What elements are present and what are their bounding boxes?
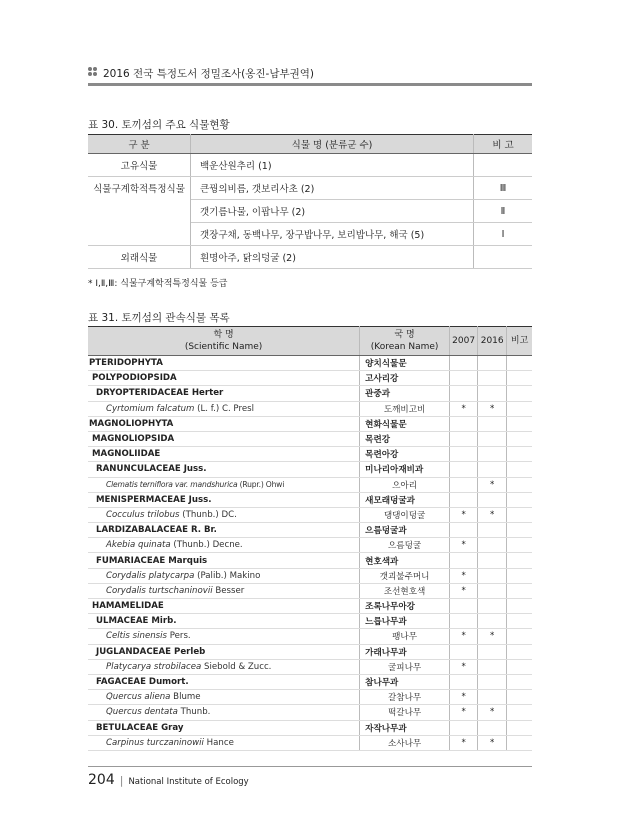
table-row <box>88 629 532 644</box>
table-row <box>88 401 532 416</box>
species-author: Blume <box>170 692 201 703</box>
mark-2016-cell <box>478 523 507 538</box>
header-title: 2016 전국 특정도서 정밀조사(옹진-남부권역) <box>103 68 315 80</box>
table-cell: 갯장구채, 동백나무, 장구밥나무, 보리밥나무, 해국 (5) <box>191 223 474 246</box>
mark-2016-cell <box>478 371 507 386</box>
note-cell <box>507 644 532 659</box>
table31-header-row <box>88 327 532 356</box>
table-row <box>88 416 532 431</box>
scientific-name-cell: LARDIZABALACEAE R. Br. <box>88 523 360 538</box>
species-author: (Thunb.) Decne. <box>170 540 243 551</box>
mark-2007-cell <box>450 371 478 386</box>
table-cell <box>88 200 191 223</box>
note-cell <box>507 599 532 614</box>
running-header <box>88 66 532 80</box>
scientific-name-cell <box>88 401 360 416</box>
korean-name-cell: 굴피나무 <box>360 659 450 674</box>
mark-2016-cell <box>478 416 507 431</box>
species-epithet: Cyrtomium falcatum <box>106 403 195 414</box>
species-epithet: Akebia quinata <box>106 540 171 551</box>
mark-2007-cell: * <box>450 705 478 720</box>
mark-2007-cell <box>450 644 478 659</box>
mark-2016-cell <box>478 720 507 735</box>
species-epithet: Carpinus turczaninowii <box>106 737 204 748</box>
note-cell <box>507 629 532 644</box>
table-row <box>88 371 532 386</box>
table-row <box>88 568 532 583</box>
species-epithet: Corydalis turtschaninovii <box>106 585 213 596</box>
note-cell <box>507 356 532 371</box>
mark-2007-cell: * <box>450 401 478 416</box>
korean-name-cell: 조선현호색 <box>360 583 450 598</box>
korean-name-cell: 으아리 <box>360 477 450 492</box>
mark-2016-cell <box>478 538 507 553</box>
mark-2016-cell <box>478 431 507 446</box>
table30-header-row <box>88 135 532 154</box>
table-cell: Ⅲ <box>474 177 533 200</box>
col-label: 학 명 <box>213 330 234 340</box>
table31-col-note: 비고 <box>507 327 532 356</box>
korean-name-cell: 조록나무아강 <box>360 599 450 614</box>
mark-2016-cell <box>478 386 507 401</box>
korean-name-cell: 양치식물문 <box>360 356 450 371</box>
col-sublabel: (Scientific Name) <box>184 342 263 352</box>
species-author: Hance <box>203 737 234 748</box>
table-cell: 백운산원추리 (1) <box>191 154 474 177</box>
mark-2007-cell: * <box>450 735 478 750</box>
table-row <box>88 246 532 269</box>
mark-2007-cell <box>450 356 478 371</box>
mark-2007-cell <box>450 674 478 689</box>
table31-col-scientific <box>88 327 360 356</box>
note-cell <box>507 690 532 705</box>
mark-2007-cell <box>450 477 478 492</box>
mark-2016-cell <box>478 659 507 674</box>
table-row <box>88 492 532 507</box>
table-row <box>88 735 532 750</box>
table30-col-category: 구 분 <box>88 135 191 154</box>
scientific-name-cell: MENISPERMACEAE Juss. <box>88 492 360 507</box>
table-row <box>88 705 532 720</box>
mark-2016-cell <box>478 644 507 659</box>
page-footer <box>88 772 249 788</box>
mark-2016-cell: * <box>478 477 507 492</box>
scientific-name-cell: BETULACEAE Gray <box>88 720 360 735</box>
mark-2007-cell: * <box>450 690 478 705</box>
table-row <box>88 644 532 659</box>
note-cell <box>507 659 532 674</box>
mark-2016-cell: * <box>478 629 507 644</box>
mark-2007-cell: * <box>450 568 478 583</box>
species-author: (L. f.) C. Presl <box>194 403 254 414</box>
mark-2016-cell <box>478 690 507 705</box>
species-epithet: Platycarya strobilacea <box>106 661 202 672</box>
table30-col-plants: 식물 명 (분류군 수) <box>191 135 474 154</box>
col-label: 국 명 <box>394 330 415 340</box>
note-cell <box>507 674 532 689</box>
scientific-name-cell: JUGLANDACEAE Perleb <box>88 644 360 659</box>
scientific-name-cell <box>88 690 360 705</box>
table30 <box>88 134 532 269</box>
table-row <box>88 674 532 689</box>
mark-2007-cell: * <box>450 629 478 644</box>
scientific-name-cell <box>88 735 360 750</box>
mark-2016-cell: * <box>478 507 507 522</box>
table30-caption: 표 30. 토끼섬의 주요 식물현황 <box>88 119 230 131</box>
scientific-name-cell <box>88 477 360 492</box>
mark-2007-cell <box>450 416 478 431</box>
note-cell <box>507 720 532 735</box>
mark-2007-cell <box>450 431 478 446</box>
mark-2007-cell: * <box>450 507 478 522</box>
korean-name-cell: 목련아강 <box>360 447 450 462</box>
korean-name-cell: 으름덩굴과 <box>360 523 450 538</box>
korean-name-cell: 떡갈나무 <box>360 705 450 720</box>
species-epithet: Cocculus trilobus <box>106 509 180 520</box>
table-cell: Ⅱ <box>474 200 533 223</box>
mark-2016-cell <box>478 674 507 689</box>
table-cell: 흰명아주, 닭의덩굴 (2) <box>191 246 474 269</box>
mark-2007-cell <box>450 462 478 477</box>
korean-name-cell: 가래나무과 <box>360 644 450 659</box>
table-row <box>88 690 532 705</box>
scientific-name-cell: MAGNOLIOPHYTA <box>88 416 360 431</box>
note-cell <box>507 614 532 629</box>
korean-name-cell: 느릅나무과 <box>360 614 450 629</box>
header-rule <box>88 83 532 86</box>
species-author: Thunb. <box>177 707 211 718</box>
species-epithet: Celtis sinensis <box>106 631 168 642</box>
note-cell <box>507 735 532 750</box>
korean-name-cell: 소사나무 <box>360 735 450 750</box>
table31-col-2007: 2007 <box>450 327 478 356</box>
note-cell <box>507 371 532 386</box>
mark-2007-cell <box>450 447 478 462</box>
mark-2007-cell <box>450 599 478 614</box>
scientific-name-cell <box>88 538 360 553</box>
table-row <box>88 538 532 553</box>
species-author: (Rupr.) Ohwi <box>237 480 285 490</box>
col-sublabel: (Korean Name) <box>370 342 439 352</box>
korean-name-cell: 참나무과 <box>360 674 450 689</box>
mark-2016-cell: * <box>478 401 507 416</box>
species-author: Besser <box>212 585 245 596</box>
page-number: 204 <box>88 772 115 788</box>
table-row <box>88 553 532 568</box>
table-row <box>88 583 532 598</box>
table-cell: 외래식물 <box>88 246 191 269</box>
note-cell <box>507 401 532 416</box>
table31-caption: 표 31. 토끼섬의 관속식물 목록 <box>88 312 230 324</box>
mark-2016-cell <box>478 492 507 507</box>
note-cell <box>507 583 532 598</box>
table-cell: Ⅰ <box>474 223 533 246</box>
mark-2007-cell <box>450 720 478 735</box>
korean-name-cell: 갈참나무 <box>360 690 450 705</box>
scientific-name-cell <box>88 705 360 720</box>
note-cell <box>507 507 532 522</box>
note-cell <box>507 386 532 401</box>
scientific-name-cell: FAGACEAE Dumort. <box>88 674 360 689</box>
mark-2016-cell <box>478 553 507 568</box>
korean-name-cell: 도깨비고비 <box>360 401 450 416</box>
mark-2007-cell: * <box>450 583 478 598</box>
species-author: Siebold & Zucc. <box>201 661 272 672</box>
mark-2016-cell <box>478 614 507 629</box>
mark-2007-cell <box>450 523 478 538</box>
note-cell <box>507 553 532 568</box>
scientific-name-cell: MAGNOLIOPSIDA <box>88 431 360 446</box>
table-cell <box>474 154 533 177</box>
mark-2016-cell <box>478 583 507 598</box>
scientific-name-cell <box>88 629 360 644</box>
table-row <box>88 507 532 522</box>
table-row <box>88 177 532 200</box>
bullet-dots-icon <box>88 67 98 77</box>
mark-2007-cell <box>450 614 478 629</box>
table-cell: 고유식물 <box>88 154 191 177</box>
species-author: (Palib.) Makino <box>194 570 261 581</box>
footer-rule <box>88 766 532 767</box>
korean-name-cell: 댕댕이덩굴 <box>360 507 450 522</box>
table-cell: 식물구계학적특정식물 <box>88 177 191 200</box>
scientific-name-cell: RANUNCULACEAE Juss. <box>88 462 360 477</box>
mark-2016-cell <box>478 356 507 371</box>
table-cell <box>474 246 533 269</box>
scientific-name-cell <box>88 568 360 583</box>
scientific-name-cell: MAGNOLIIDAE <box>88 447 360 462</box>
note-cell <box>507 431 532 446</box>
korean-name-cell: 현화식물문 <box>360 416 450 431</box>
table-row <box>88 720 532 735</box>
table31-col-korean <box>360 327 450 356</box>
table-row <box>88 200 532 223</box>
scientific-name-cell <box>88 659 360 674</box>
table-cell: 큰꿩의비름, 갯보리사초 (2) <box>191 177 474 200</box>
table-row <box>88 431 532 446</box>
table30-footnote: * Ⅰ,Ⅱ,Ⅲ: 식물구계학적특정식물 등급 <box>88 279 228 289</box>
table-row <box>88 614 532 629</box>
table-row <box>88 154 532 177</box>
korean-name-cell: 관중과 <box>360 386 450 401</box>
table-row <box>88 477 532 492</box>
species-author: Pers. <box>167 631 191 642</box>
scientific-name-cell: HAMAMELIDAE <box>88 599 360 614</box>
table31-body <box>88 356 532 751</box>
korean-name-cell: 현호색과 <box>360 553 450 568</box>
korean-name-cell: 자작나무과 <box>360 720 450 735</box>
table-row <box>88 599 532 614</box>
scientific-name-cell <box>88 583 360 598</box>
scientific-name-cell: DRYOPTERIDACEAE Herter <box>88 386 360 401</box>
table-row <box>88 659 532 674</box>
note-cell <box>507 492 532 507</box>
table31 <box>88 326 532 751</box>
table-row <box>88 223 532 246</box>
note-cell <box>507 538 532 553</box>
korean-name-cell: 팽나무 <box>360 629 450 644</box>
table-row <box>88 523 532 538</box>
korean-name-cell: 으름덩굴 <box>360 538 450 553</box>
mark-2007-cell <box>450 386 478 401</box>
table31-col-2016: 2016 <box>478 327 507 356</box>
korean-name-cell: 갯괴불주머니 <box>360 568 450 583</box>
note-cell <box>507 447 532 462</box>
korean-name-cell: 목련강 <box>360 431 450 446</box>
table-cell <box>88 223 191 246</box>
species-epithet: Clematis terniflora var. mandshurica <box>106 480 238 490</box>
scientific-name-cell: POLYPODIOPSIDA <box>88 371 360 386</box>
mark-2007-cell: * <box>450 538 478 553</box>
note-cell <box>507 523 532 538</box>
table-row <box>88 447 532 462</box>
footer-organization: National Institute of Ecology <box>128 777 249 787</box>
table30-col-note: 비 고 <box>474 135 533 154</box>
note-cell <box>507 705 532 720</box>
mark-2007-cell <box>450 553 478 568</box>
table-row <box>88 386 532 401</box>
note-cell <box>507 416 532 431</box>
species-epithet: Corydalis platycarpa <box>106 570 195 581</box>
species-author: (Thunb.) DC. <box>179 509 237 520</box>
table-row <box>88 462 532 477</box>
scientific-name-cell <box>88 507 360 522</box>
note-cell <box>507 568 532 583</box>
table-cell: 갯기름나물, 이팝나무 (2) <box>191 200 474 223</box>
korean-name-cell: 새모래덩굴과 <box>360 492 450 507</box>
mark-2007-cell: * <box>450 659 478 674</box>
note-cell <box>507 462 532 477</box>
scientific-name-cell: ULMACEAE Mirb. <box>88 614 360 629</box>
mark-2016-cell <box>478 599 507 614</box>
footer-separator: | <box>119 774 124 787</box>
species-epithet: Quercus aliena <box>106 692 171 703</box>
mark-2016-cell <box>478 568 507 583</box>
scientific-name-cell: PTERIDOPHYTA <box>88 356 360 371</box>
mark-2016-cell <box>478 447 507 462</box>
mark-2007-cell <box>450 492 478 507</box>
mark-2016-cell <box>478 462 507 477</box>
mark-2016-cell: * <box>478 735 507 750</box>
note-cell <box>507 477 532 492</box>
korean-name-cell: 고사리강 <box>360 371 450 386</box>
korean-name-cell: 미나리아재비과 <box>360 462 450 477</box>
mark-2016-cell: * <box>478 705 507 720</box>
table-row <box>88 356 532 371</box>
scientific-name-cell: FUMARIACEAE Marquis <box>88 553 360 568</box>
species-epithet: Quercus dentata <box>106 707 178 718</box>
